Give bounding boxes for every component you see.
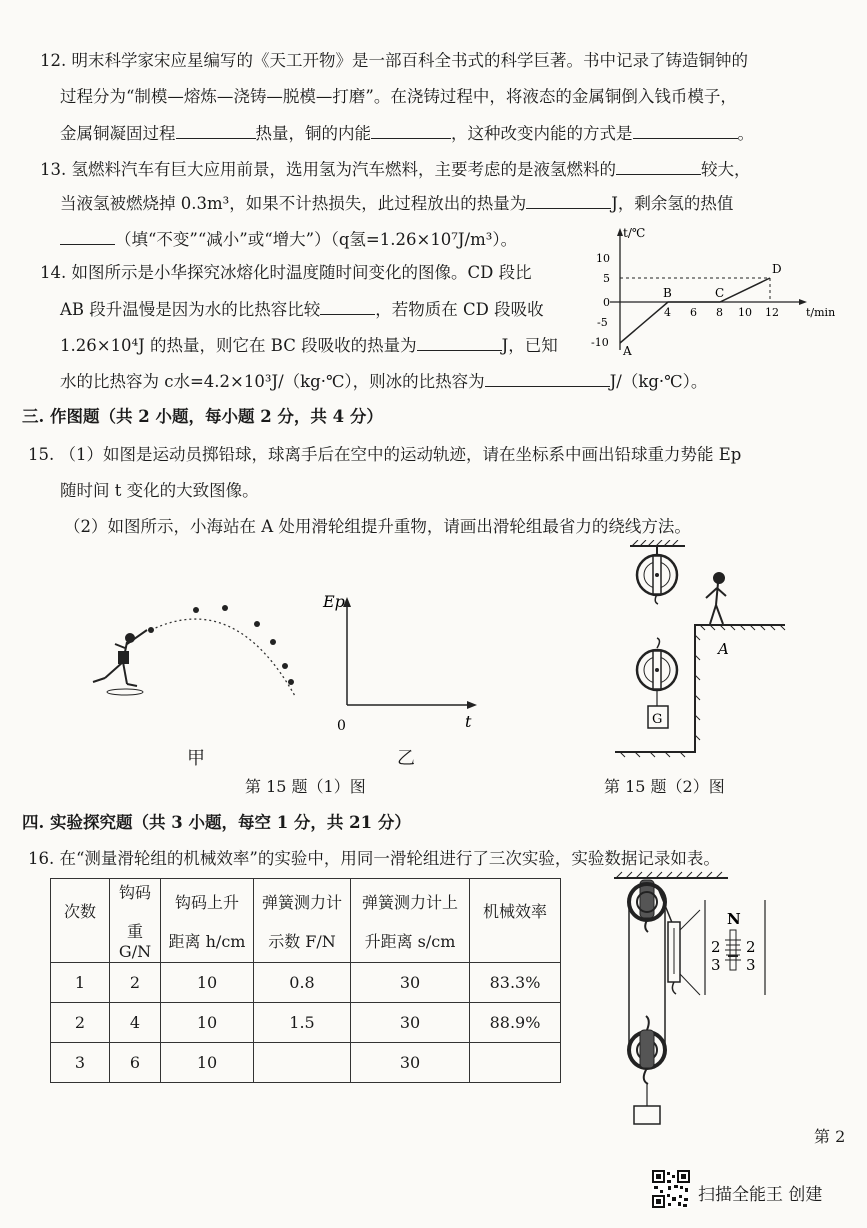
table-cell: 83.3%: [470, 963, 561, 1003]
scale-tick-label: 3: [746, 956, 756, 974]
ep-axis-label: Ep: [323, 592, 345, 611]
table-cell: 30: [351, 1043, 470, 1083]
table-header-cell: 弹簧测力计上 升距离 s/cm: [351, 879, 470, 963]
point-label-d: D: [772, 262, 782, 276]
table-header-row: [51, 879, 561, 963]
scale-tick-label: 3: [711, 956, 721, 974]
ball-position: [193, 607, 199, 613]
q12-line1: 12. 明末科学家宋应星编写的《天工开物》是一部百科全书式的科学巨著。书中记录了铸造铜钟的: [40, 51, 748, 70]
point-label-b: B: [663, 286, 672, 300]
answer-blank[interactable]: [526, 192, 611, 209]
x-tick-label: 8: [716, 306, 723, 319]
person-icon: [706, 573, 726, 624]
graph-x-label: t/min: [806, 306, 836, 319]
y-tick-label: -5: [597, 316, 608, 329]
q14-line1: 14. 如图所示是小华探究冰熔化时温度随时间变化的图像。CD 段比: [40, 263, 532, 282]
table-cell: 10: [161, 1003, 254, 1043]
table-header-cell: 钩码上升 距离 h/cm: [161, 879, 254, 963]
table-cell: 4: [110, 1003, 161, 1043]
x-tick-label: 10: [738, 306, 752, 319]
section-heading: 三. 作图题（共 2 小题，每小题 2 分，共 4 分）: [22, 407, 383, 426]
table-cell: 88.9%: [470, 1003, 561, 1043]
point-label-a: A: [623, 344, 632, 358]
q14-line4: 水的比热容为 c水=4.2×10³J/（kg·℃），则冰的比热容为 J/（kg·℃）。: [60, 372, 708, 391]
answer-blank[interactable]: [320, 298, 375, 315]
y-tick-label: 5: [603, 272, 610, 285]
q12-line3: 金属铜凝固过程 热量，铜的内能 ，这种改变内能的方式是 。: [60, 124, 754, 143]
t-axis-label: t: [465, 712, 472, 731]
figure-caption: 第 15 题（2）图: [604, 777, 725, 796]
y-tick-label: -10: [591, 336, 609, 349]
answer-blank[interactable]: [616, 158, 701, 175]
ep-t-axes: [315, 585, 490, 735]
q14-line3: 1.26×10⁴J 的热量，则它在 BC 段吸收的热量为 J，已知: [60, 336, 558, 355]
figure-caption: 第 15 题（1）图: [245, 777, 366, 796]
table-cell: 2: [110, 963, 161, 1003]
q15-line3: （2）如图所示，小海站在 A 处用滑轮组提升重物，请画出滑轮组最省力的绕线方法。: [64, 517, 691, 536]
x-tick-label: 12: [765, 306, 779, 319]
scale-tick-label: 2: [711, 938, 721, 956]
scale-zoom-inset: [680, 900, 765, 995]
x-arrow-icon: [799, 299, 807, 305]
table-row: [51, 963, 561, 1003]
table-cell: 6: [110, 1043, 161, 1083]
table-cell: 30: [351, 963, 470, 1003]
q15-line2: 随时间 t 变化的大致图像。: [60, 481, 259, 500]
q13-line2: 当液氢被燃烧掉 0.3m³，如果不计热损失，此过程放出的热量为 J，剩余氢的热值: [60, 194, 734, 213]
melting-graph: [590, 225, 840, 360]
graph-y-label: t/℃: [623, 226, 646, 240]
figure-label-yi: 乙: [397, 748, 415, 769]
x-tick-label: 6: [690, 306, 697, 319]
answer-blank[interactable]: [417, 334, 502, 351]
ball-position: [222, 605, 228, 611]
table-row: [51, 1043, 561, 1083]
table-header-cell: 弹簧测力计 示数 F/N: [254, 879, 351, 963]
position-label-a: A: [718, 640, 729, 658]
movable-pulley-icon: [637, 638, 677, 706]
q14-line2: AB 段升温慢是因为水的比热容比较 ，若物质在 CD 段吸收: [60, 300, 544, 319]
q13-line3: （填“不变”“减小”或“增大”）（q氢=1.26×10⁷J/m³）。: [60, 228, 517, 251]
table-cell: 3: [51, 1043, 110, 1083]
table-cell: 1.5: [254, 1003, 351, 1043]
ball-position: [254, 621, 260, 627]
answer-blank[interactable]: [485, 370, 610, 387]
table-header-cell: 钩码 重 G/N: [110, 879, 161, 963]
origin-label: 0: [337, 718, 346, 734]
section-heading: 四. 实验探究题（共 3 小题，每空 1 分，共 21 分）: [22, 813, 411, 832]
answer-blank[interactable]: [60, 228, 115, 245]
pulley-lift-figure: [610, 540, 810, 760]
y-tick-label: 10: [596, 252, 610, 265]
q16-line1: 16. 在“测量滑轮组的机械效率”的实验中，用同一滑轮组进行了三次实验，实验数据记录如表。: [28, 849, 720, 868]
ground-wall: [615, 625, 785, 752]
table-cell[interactable]: [254, 1043, 351, 1083]
ball-position: [288, 679, 294, 685]
weight-label: G: [652, 712, 663, 727]
x-arrow-icon: [467, 701, 477, 709]
table-header-cell: 次数: [51, 879, 110, 963]
x-tick-label: 4: [664, 306, 671, 319]
spring-scale-icon: [668, 922, 680, 994]
table-header-cell: 机械效率: [470, 879, 561, 963]
answer-blank[interactable]: [371, 122, 451, 139]
q12-line2: 过程分为“制模—熔炼—浇铸—脱模—打磨”。在浇铸过程中，将液态的金属铜倒入钱币模子，: [60, 87, 737, 106]
ball-position: [148, 627, 154, 633]
pulley-apparatus-figure: [610, 870, 790, 1140]
q15-line1: 15. （1）如图是运动员掷铅球，球离手后在空中的运动轨迹，请在坐标系中画出铅球重力势能 Ep: [28, 445, 742, 464]
fixed-pulley-icon: [629, 880, 665, 932]
shot-put-figure: [85, 600, 315, 710]
ball-position: [270, 639, 276, 645]
table-row: [51, 1003, 561, 1043]
figure-label-jia: 甲: [187, 748, 205, 769]
scale-tick-label: 2: [746, 938, 756, 956]
movable-pulley-icon: [629, 1016, 665, 1106]
weight-block: [634, 1106, 660, 1124]
page-number: 第 2: [814, 1127, 846, 1146]
trajectory-path: [151, 619, 295, 696]
ball-position: [282, 663, 288, 669]
table-cell[interactable]: [470, 1043, 561, 1083]
fixed-pulley-icon: [637, 555, 677, 604]
answer-blank[interactable]: [633, 122, 738, 139]
table-cell: 0.8: [254, 963, 351, 1003]
scale-unit-label: N: [727, 910, 741, 928]
table-cell: 1: [51, 963, 110, 1003]
point-label-c: C: [715, 286, 725, 300]
athlete-icon: [93, 630, 147, 695]
experiment-table: [50, 878, 561, 1083]
table-cell: 10: [161, 963, 254, 1003]
answer-blank[interactable]: [176, 122, 256, 139]
q13-line1: 13. 氢燃料汽车有巨大应用前景，选用氢为汽车燃料，主要考虑的是液氢燃料的 较大，: [40, 160, 751, 179]
table-cell: 2: [51, 1003, 110, 1043]
table-cell: 30: [351, 1003, 470, 1043]
table-cell: 10: [161, 1043, 254, 1083]
scanner-watermark: 扫描全能王 创建: [698, 1185, 823, 1205]
qr-code-icon: [652, 1170, 690, 1208]
y-tick-label: 0: [603, 296, 610, 309]
